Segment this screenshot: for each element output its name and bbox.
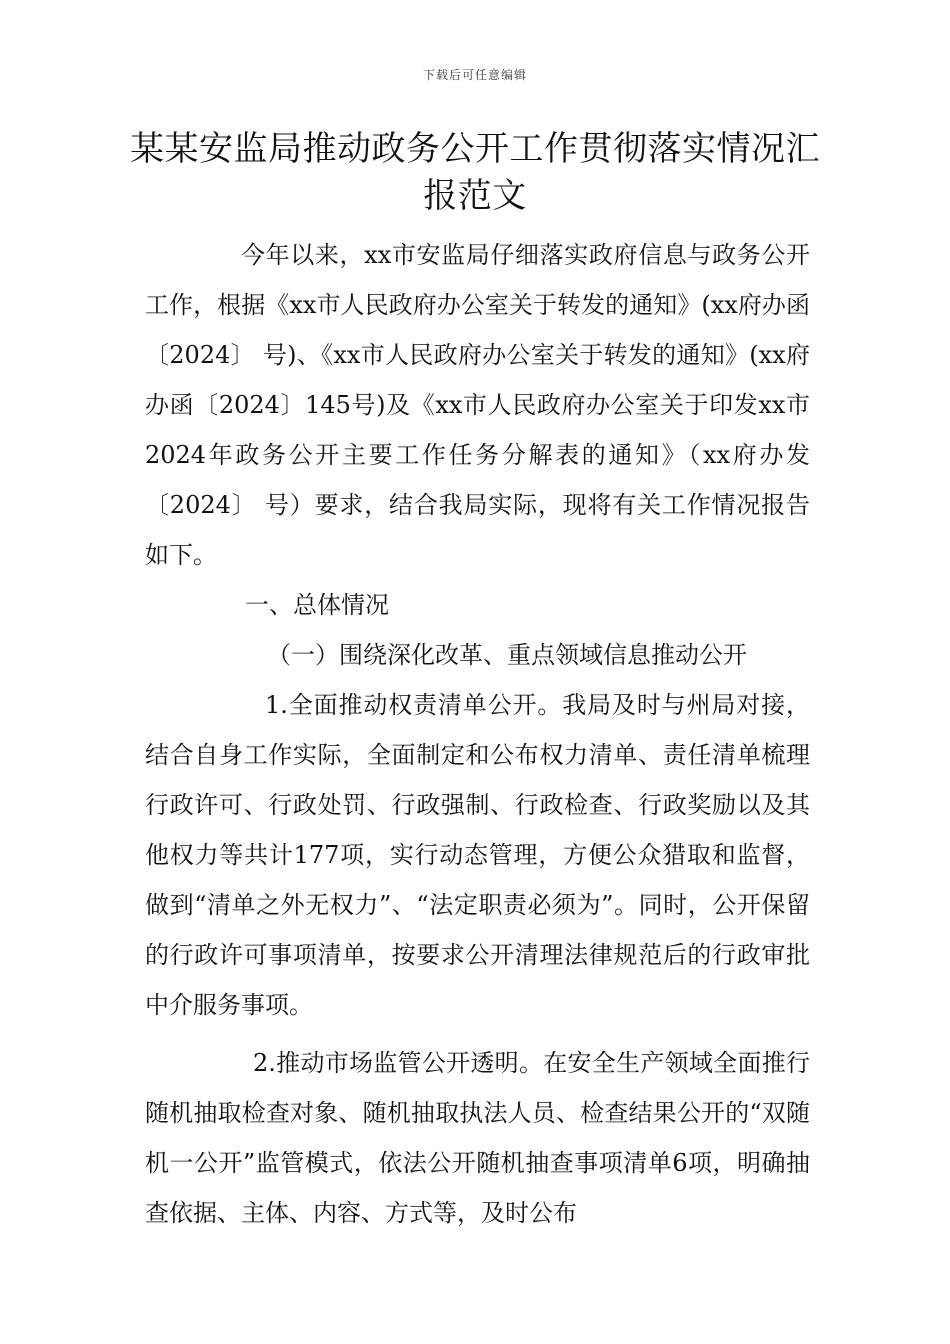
header-note: 下载后可任意编辑 — [422, 68, 527, 82]
intro-paragraph: 今年以来，xx市安监局仔细落实政府信息与政务公开工作，根据《xx市人民政府办公室关于转发的通知》(xx府办函〔2024〕 号)、《xx市人民政府办公室关于转发的通知》(xx府办函〔2024〕145号)及《xx市人民政府办公室关于印发xx市2024年政务公开主要工作任务分解表的通知》（xx府办发〔2024〕 号）要求，结合我局实际，现将有关工作情况报告如下。 — [145, 241, 810, 569]
subsection-heading: （一）围绕深化改革、重点领域信息推动公开 — [267, 641, 747, 669]
document-title: 某某安监局推动政务公开工作贯彻落实情况汇报范文 — [130, 129, 820, 216]
item-paragraph-2: 2.推动市场监管公开透明。在安全生产领域全面推行随机抽取检查对象、随机抽取执法人员、检查结果公开的“双随机一公开”监管模式，依法公开随机抽查事项清单6项，明确抽查依据、主体、内容、方式等，及时公布 — [145, 1049, 810, 1227]
item-paragraph-1: 1.全面推动权责清单公开。我局及时与州局对接，结合自身工作实际，全面制定和公布权力清单、责任清单梳理行政许可、行政处罚、行政强制、行政检查、行政奖励以及其他权力等共计177项，实行动态管理，方便公众猎取和监督，做到“清单之外无权力”、“法定职责必须为”。同时，公开保留的行政许可事项清单，按要求公开清理法律规范后的行政审批中介服务事项。 — [145, 691, 810, 1019]
document-body — [145, 230, 810, 1238]
section-heading: 一、总体情况 — [245, 591, 389, 619]
